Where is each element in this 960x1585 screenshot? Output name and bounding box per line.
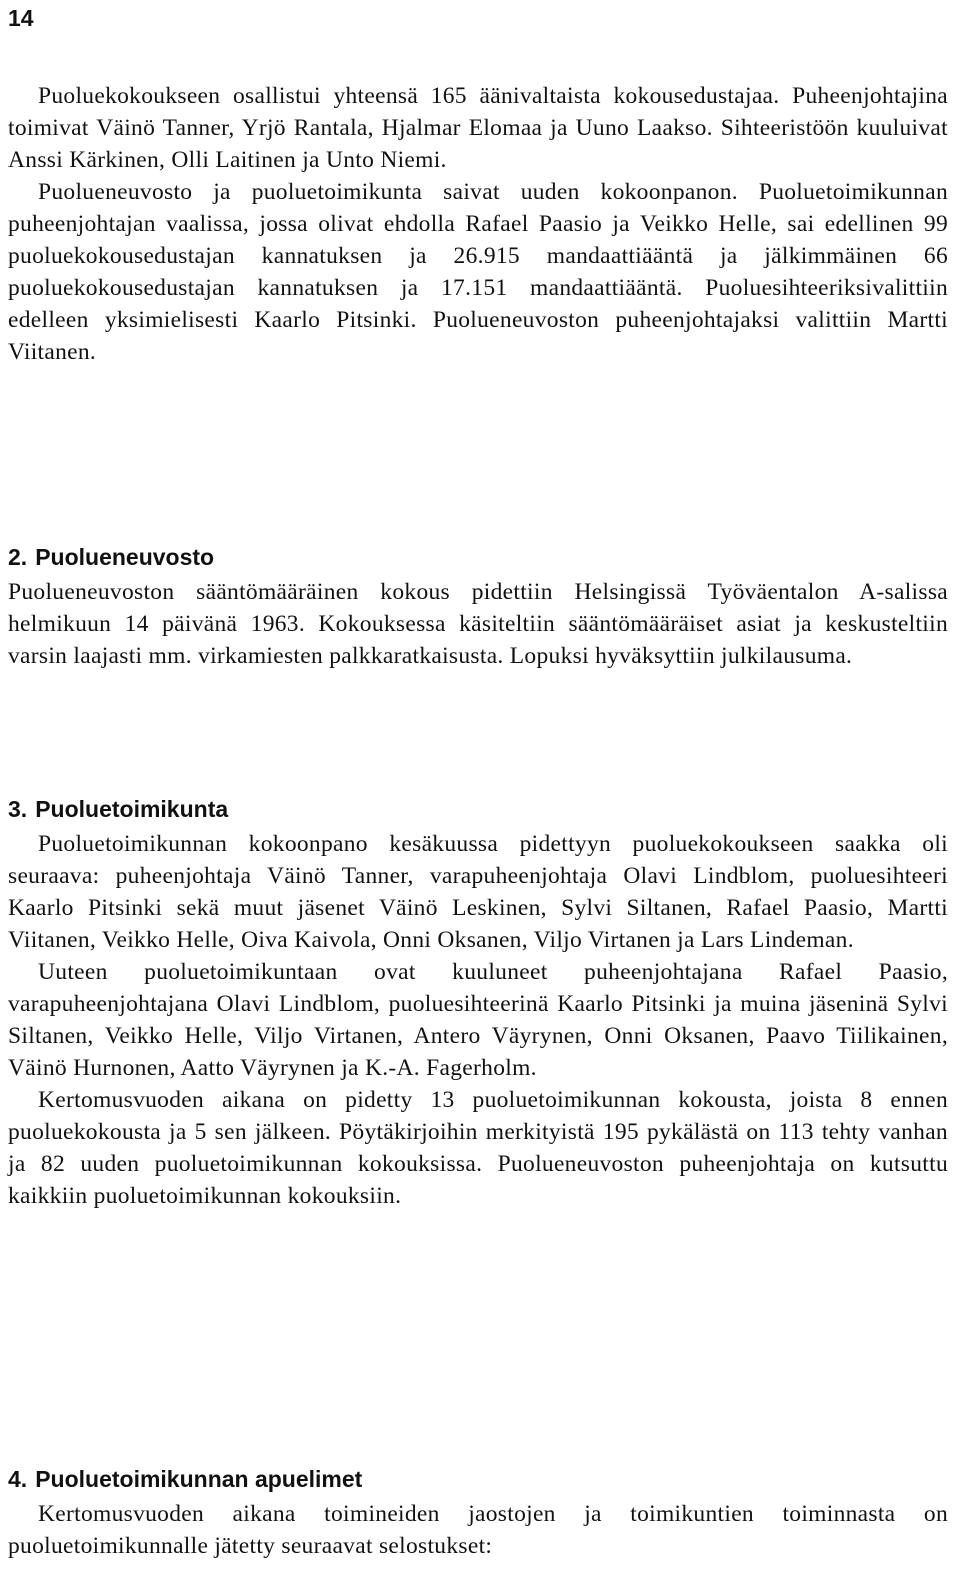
section-number: 3.: [8, 796, 28, 822]
section-number: 4.: [8, 1466, 28, 1492]
section-number: 2.: [8, 544, 28, 570]
section4-text: [8, 1498, 948, 1562]
section-heading-puoluetoimikunta: [8, 794, 228, 824]
section-heading-puolueneuvosto: [8, 542, 214, 572]
section2-text: [8, 576, 948, 672]
section-heading-apuelimet: [8, 1464, 362, 1494]
paragraph: Kertomusvuoden aikana on pidetty 13 puoluetoimikunnan kokousta, joista 8 ennen puoluekokousta ja 5 sen jälkeen. Pöytäkirjoihin merkityistä 195 pykälästä on 113 tehty vanhan ja 82 uuden puoluetoimikunnan kokouksissa. Puolueneuvoston puheenjohtaja on kutsuttu kaikkiin puoluetoimikunnan kokouksiin.: [8, 1087, 948, 1209]
paragraph: Uuteen puoluetoimikuntaan ovat kuuluneet puheenjohtajana Rafael Paasio, varapuheenjohtajana Olavi Lindblom, puoluesihteerinä Kaarlo Pitsinki ja muina jäseninä Sylvi Siltanen, Veikko Helle, Viljo Virtanen, Antero Väyrynen, Onni Oksanen, Paavo Tiilikainen, Väinö Hurnonen, Aatto Väyrynen ja K.-A. Fagerholm.: [8, 959, 948, 1081]
paragraph: Puolueneuvoston sääntömääräinen kokous pidettiin Helsingissä Työväentalon A-salissa helmikuun 14 päivänä 1963. Kokouksessa käsiteltiin sääntömääräiset asiat ja keskusteltiin varsin laajasti mm. virkamiesten palkkaratkaisusta. Lopuksi hyväksyttiin julkilausuma.: [8, 579, 948, 669]
paragraph: Puoluetoimikunnan kokoonpano kesäkuussa pidettyyn puoluekokoukseen saakka oli seuraava: puheenjohtaja Väinö Tanner, varapuheenjohtaja Olavi Lindblom, puoluesihteeri Kaarlo Pitsinki sekä muut jäsenet Väinö Leskinen, Sylvi Siltanen, Rafael Paasio, Martti Viitanen, Veikko Helle, Oiva Kaivola, Onni Oksanen, Viljo Virtanen ja Lars Lindeman.: [8, 831, 948, 953]
section1-text: [8, 80, 948, 368]
paragraph: Puoluekokoukseen osallistui yhteensä 165 äänivaltaista kokousedustajaa. Puheenjohtajina toimivat Väinö Tanner, Yrjö Rantala, Hjalmar Elomaa ja Uuno Laakso. Sihteeristöön kuuluivat Anssi Kärkinen, Olli Laitinen ja Unto Niemi.: [8, 83, 948, 173]
paragraph: Puolueneuvosto ja puoluetoimikunta saivat uuden kokoonpanon. Puoluetoimikunnan puheenjohtajan vaalissa, jossa olivat ehdolla Rafael Paasio ja Veikko Helle, sai edellinen 99 puoluekokousedustajan kannatuksen ja 26.915 mandaattiääntä ja jälkimmäinen 66 puoluekokousedustajan kannatuksen ja 17.151 mandaattiääntä. Puoluesihteeriksivalittiin edelleen yksimielisesti Kaarlo Pitsinki. Puolueneuvoston puheenjohtajaksi valittiin Martti Viitanen.: [8, 179, 948, 365]
section-title: Puolueneuvosto: [35, 544, 215, 570]
page-number: 14: [8, 5, 34, 31]
paragraph: Kertomusvuoden aikana toimineiden jaostojen ja toimikuntien toiminnasta on puoluetoimikunnalle jätetty seuraavat selostukset:: [8, 1501, 948, 1559]
section-title: Puoluetoimikunnan apuelimet: [35, 1466, 363, 1492]
section3-text: [8, 828, 948, 1212]
section-title: Puoluetoimikunta: [35, 796, 229, 822]
